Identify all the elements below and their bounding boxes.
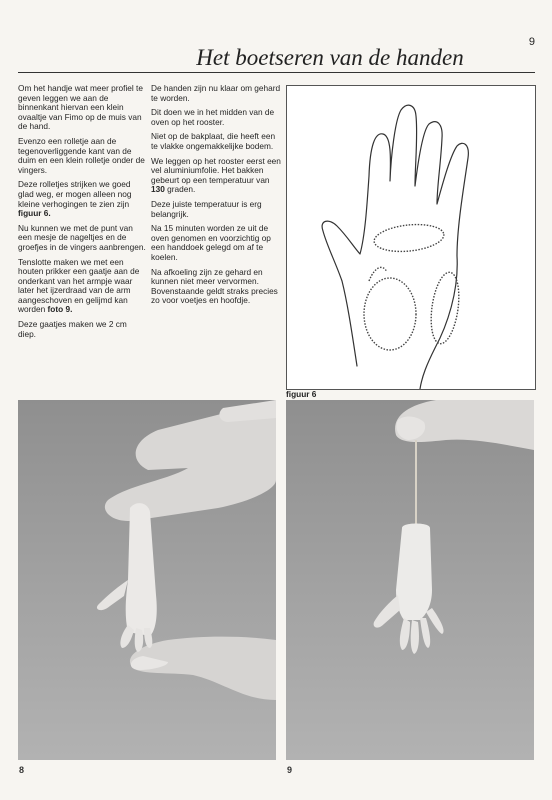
paragraph-4: Nu kunnen we met de punt van een mesje de nageltjes en de groefjes in de vingers aanbrengen. (18, 222, 146, 252)
paragraph-11: Deze juiste temperatuur is erg belangrijk. (151, 198, 262, 219)
paragraph-7: De handen zijn nu klaar om gehard te worden. (151, 83, 281, 103)
paragraph-9: Niet op de bakplaat, die heeft een te vlakke ongemakkelijke bodem. (151, 131, 276, 151)
paragraph-2: Evenzo een rolletje aan de tegenoverliggende kant van de duim en een klein rolletje onder de vingers. (18, 135, 145, 175)
page-number: 9 (528, 36, 535, 48)
photo-hand-pinched (18, 400, 276, 760)
title-rule (18, 72, 535, 73)
footer-page-number-left: 8 (19, 765, 25, 775)
hand-outline-drawing (287, 86, 535, 389)
figure-reference: figuur 6. (18, 208, 51, 219)
paragraph-10-text: We leggen op het rooster eerst een vel aluminiumfolie. Het bakken gebeurt op een temperatuur van (151, 155, 281, 185)
paragraph-10 (151, 157, 281, 195)
footer-page-number-right: 9 (287, 765, 293, 775)
photo-reference: foto 9. (47, 304, 73, 315)
photo-hand-pinched-image (18, 400, 276, 760)
temperature-value: 130 (151, 184, 165, 195)
paragraph-1: Om het handje wat meer profiel te geven leggen we aan de binnenkant hiervan een klein ovaaltje van Fimo op de muis van de hand. (18, 83, 143, 132)
figure-caption: figuur 6 (286, 389, 317, 399)
temperature-unit: graden. (167, 184, 196, 195)
paragraph-3 (18, 180, 146, 218)
page-title: Het boetseren van de handen (196, 45, 464, 70)
text-column-middle (151, 84, 281, 311)
paragraph-12: Na 15 minuten worden ze uit de oven genomen en voorzichtig op een handdoek gelegd om af te koelen. (151, 223, 271, 262)
photo-hand-on-skewer (286, 400, 534, 760)
paragraph-5-text: Tenslotte maken we met een houten prikker een gaatje aan de onderkant van het armpje waar later het ijzerdraad van de arm aangeschoven en gelijmd kan worden (18, 256, 140, 315)
paragraph-6: Deze gaatjes maken we 2 cm diep. (18, 319, 127, 339)
paragraph-8: Dit doen we in het midden van de oven op het rooster. (151, 107, 275, 127)
paragraph-3-text: Deze rolletjes strijken we goed glad weg, er mogen alleen nog kleine verhogingen te zien zijn (18, 179, 132, 209)
text-column-left (18, 84, 146, 344)
photo-hand-on-skewer-image (286, 400, 534, 760)
paragraph-5 (18, 258, 146, 316)
hand-illustration (286, 85, 536, 390)
paragraph-13: Na afkoeling zijn ze gehard en kunnen niet meer vervormen. Bovenstaande geldt straks precies zo voor voetjes en hoofdje. (151, 266, 278, 306)
